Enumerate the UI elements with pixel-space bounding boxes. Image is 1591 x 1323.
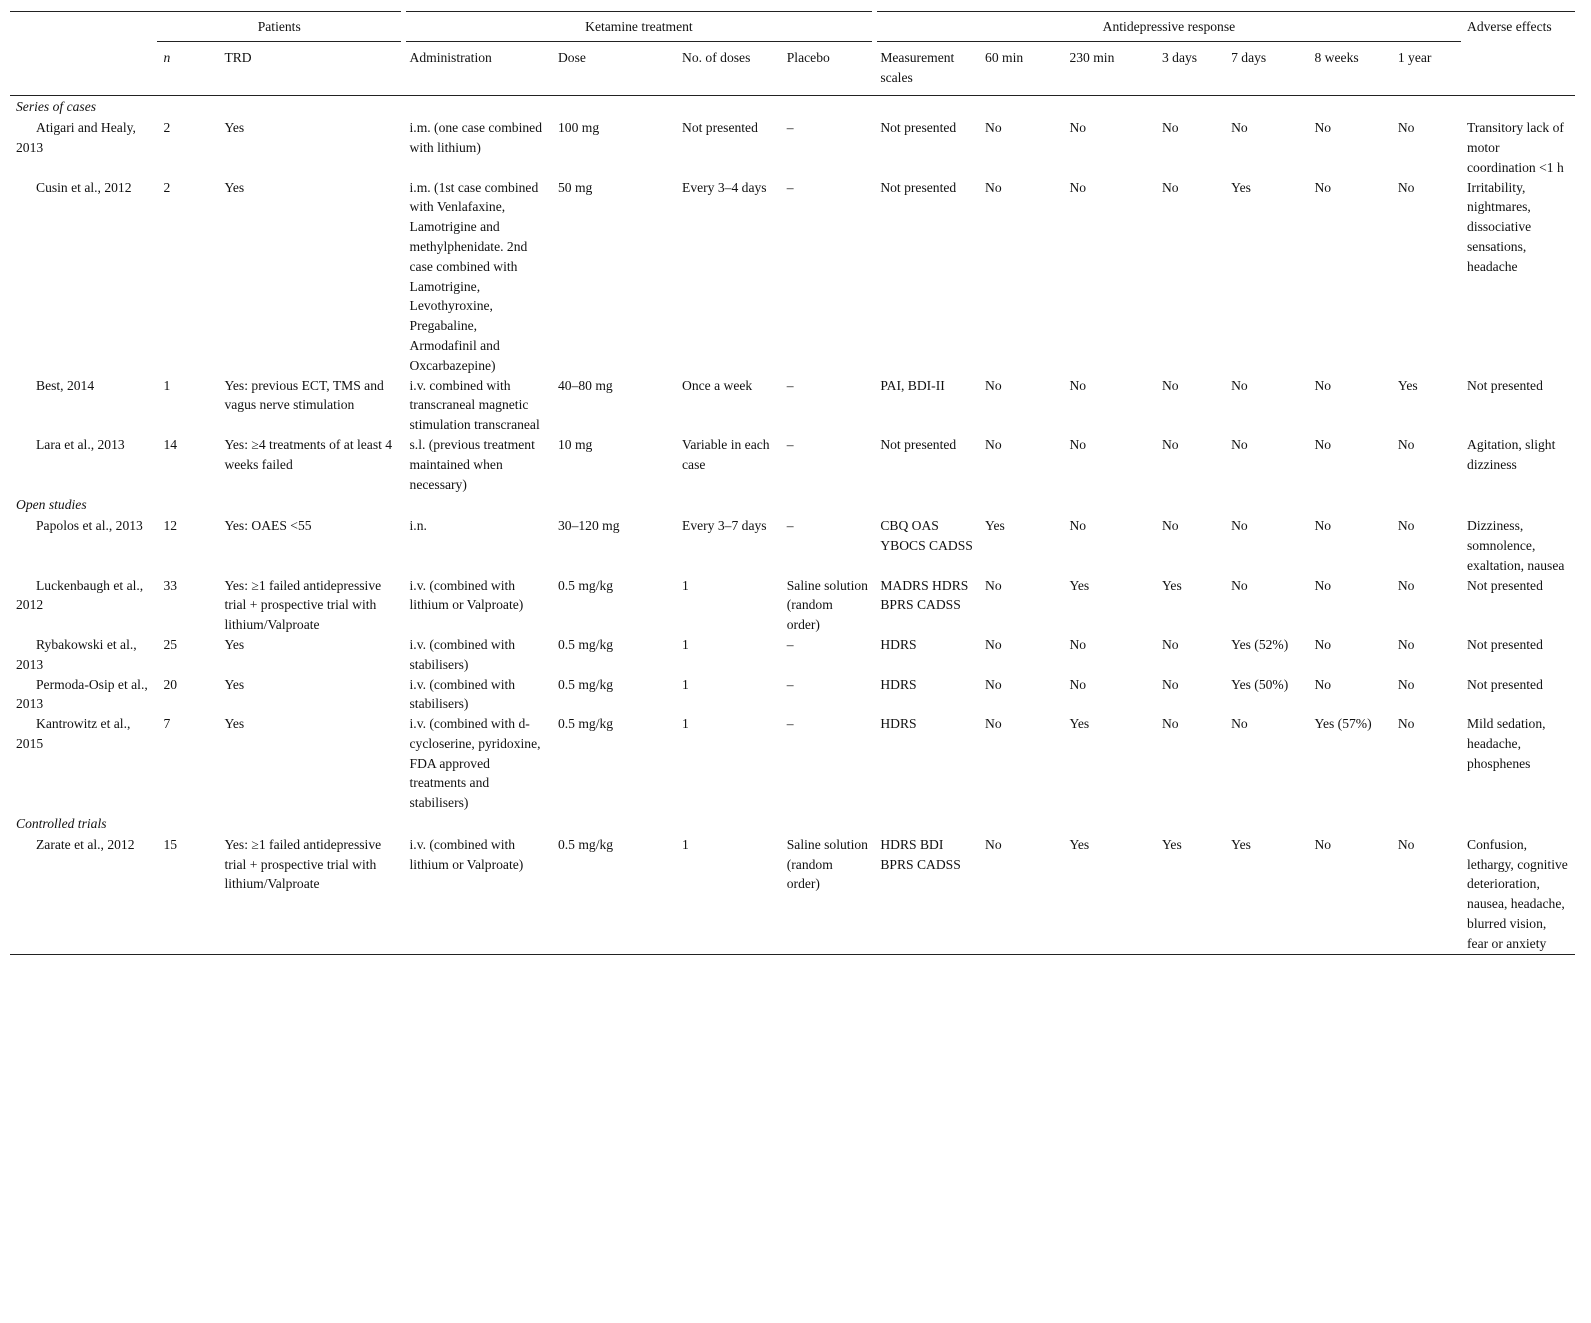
col-study — [10, 41, 157, 96]
adverse-effects-value: Not presented — [1467, 636, 1543, 652]
response-1year: No — [1397, 636, 1415, 652]
section-label: Series of cases — [16, 99, 97, 115]
placebo-value: – — [786, 636, 794, 652]
response-60min: No — [985, 636, 1002, 652]
response-8weeks: No — [1314, 436, 1332, 452]
response-230min: No — [1069, 676, 1087, 692]
n-value: 7 — [163, 716, 171, 732]
placebo-value: – — [786, 518, 794, 534]
n-value: 1 — [163, 377, 171, 393]
response-3days: No — [1161, 636, 1179, 652]
study-name: Luckenbaugh et al., 2012 — [16, 577, 144, 613]
administration-value: i.v. combined with transcraneal magnetic stimulation transcraneal — [409, 377, 540, 433]
scales-value: MADRS HDRS BPRS CADSS — [880, 577, 969, 613]
group-adverse: Adverse effects — [1467, 19, 1552, 34]
response-1year: No — [1397, 716, 1415, 732]
response-230min: No — [1069, 436, 1087, 452]
adverse-effects-value: Mild sedation, headache, phosphenes — [1467, 716, 1546, 771]
section-label: Open studies — [16, 497, 87, 513]
response-1year: No — [1397, 179, 1415, 195]
table-body — [10, 96, 1575, 954]
col-n: n — [163, 49, 171, 65]
table-row — [10, 178, 1575, 376]
dose-value: 0.5 mg/kg — [557, 636, 614, 652]
placebo-value: – — [786, 179, 794, 195]
response-7days: Yes — [1225, 835, 1308, 954]
response-230min: Yes — [1069, 577, 1090, 593]
response-3days: No — [1161, 377, 1179, 393]
col-scales: Measurement scales — [880, 49, 955, 85]
table-row — [10, 635, 1575, 675]
section-row — [10, 494, 1575, 516]
col-trd: TRD — [224, 49, 252, 65]
response-230min: No — [1069, 636, 1087, 652]
dose-value: 10 mg — [557, 436, 593, 452]
study-name: Papolos et al., 2013 — [36, 518, 143, 534]
administration-value: i.v. (combined with stabilisers) — [409, 636, 516, 672]
doses-value: Once a week — [682, 377, 753, 393]
response-230min: No — [1069, 518, 1087, 534]
administration-value: i.m. (1st case combined with Venlafaxine, Lamotrigine and methylphenidate. 2nd case combined with Lamotrigine, Levothyroxine, Pregabaline, Armodafinil and Oxcarbazepine) — [409, 179, 539, 373]
response-1year: No — [1397, 577, 1415, 593]
response-230min: No — [1069, 377, 1087, 393]
col-60min: 60 min — [985, 49, 1024, 65]
response-230min: Yes — [1063, 835, 1156, 954]
trd-value: Yes: ≥4 treatments of at least 4 weeks failed — [224, 436, 393, 472]
doses-value: Every 3–4 days — [682, 179, 767, 195]
doses-value: Every 3–7 days — [682, 518, 767, 534]
response-3days: No — [1161, 676, 1179, 692]
response-8weeks: Yes (57%) — [1314, 716, 1372, 732]
col-7days: 7 days — [1231, 49, 1267, 65]
response-60min: No — [979, 835, 1063, 954]
adverse-effects-value: Agitation, slight dizziness — [1467, 436, 1556, 472]
dose-value: 50 mg — [557, 179, 593, 195]
trd-value: Yes: ≥1 failed antidepressive trial + prospective trial with lithium/Valproate — [218, 835, 403, 954]
response-7days: No — [1231, 518, 1248, 534]
n-value: 14 — [163, 436, 178, 452]
administration-value: i.v. (combined with stabilisers) — [409, 676, 516, 712]
section-row — [10, 813, 1575, 835]
doses-value: 1 — [676, 835, 781, 954]
study-name: Lara et al., 2013 — [36, 436, 125, 452]
response-1year: No — [1397, 676, 1415, 692]
response-8weeks: No — [1314, 636, 1332, 652]
placebo-value: – — [786, 120, 794, 136]
response-230min: Yes — [1069, 716, 1090, 732]
response-3days: No — [1161, 436, 1179, 452]
scales-value: HDRS — [880, 636, 917, 652]
response-3days: No — [1161, 179, 1179, 195]
n-value: 25 — [163, 636, 178, 652]
dose-value: 30–120 mg — [557, 518, 620, 534]
administration-value: i.m. (one case combined with lithium) — [409, 120, 543, 155]
doses-value: Not presented — [682, 120, 758, 136]
response-7days: Yes (52%) — [1231, 636, 1289, 652]
trd-value: Yes: OAES <55 — [224, 518, 312, 534]
response-1year: Yes — [1397, 377, 1418, 393]
dose-value: 0.5 mg/kg — [552, 835, 676, 954]
response-1year: No — [1397, 518, 1415, 534]
scales-value: Not presented — [880, 120, 957, 136]
table-row — [10, 118, 1575, 177]
study-name: Zarate et al., 2012 — [10, 835, 157, 954]
study-name: Best, 2014 — [36, 377, 95, 393]
table-header — [10, 12, 1575, 96]
response-1year: No — [1392, 835, 1461, 954]
col-1year: 1 year — [1397, 49, 1432, 65]
group-response: Antidepressive response — [874, 12, 1461, 42]
response-1year: No — [1397, 120, 1415, 136]
trd-value: Yes — [224, 676, 245, 692]
placebo-value: – — [786, 377, 794, 393]
trd-value: Yes — [224, 120, 245, 136]
trd-value: Yes: previous ECT, TMS and vagus nerve stimulation — [224, 377, 384, 413]
response-7days: No — [1231, 577, 1248, 593]
response-8weeks: No — [1314, 676, 1332, 692]
placebo-value: – — [786, 676, 794, 692]
response-60min: No — [985, 179, 1002, 195]
table-row — [10, 675, 1575, 715]
response-8weeks: No — [1314, 518, 1332, 534]
col-administration: Administration — [409, 49, 492, 65]
placebo-value: Saline solution (random order) — [781, 835, 875, 954]
administration-value: i.n. — [409, 518, 427, 534]
table-row — [10, 516, 1575, 575]
response-7days: Yes — [1231, 179, 1251, 195]
response-3days: No — [1161, 120, 1179, 136]
n-value: 15 — [157, 835, 218, 954]
response-60min: No — [985, 676, 1002, 692]
response-8weeks: No — [1314, 377, 1332, 393]
response-7days: No — [1231, 377, 1248, 393]
col-placebo: Placebo — [786, 49, 830, 65]
section-row — [10, 96, 1575, 118]
placebo-value: – — [786, 436, 794, 452]
response-3days: Yes — [1156, 835, 1225, 954]
n-value: 2 — [163, 179, 171, 195]
doses-value: 1 — [682, 716, 689, 732]
trd-value: Yes — [224, 179, 245, 195]
group-ketamine: Ketamine treatment — [404, 12, 875, 42]
response-3days: No — [1161, 716, 1179, 732]
table-row — [10, 576, 1575, 635]
adverse-effects-value: Dizziness, somnolence, exaltation, nausea — [1467, 518, 1565, 573]
dose-value: 0.5 mg/kg — [557, 676, 614, 692]
doses-value: 1 — [682, 577, 689, 593]
administration-value: i.v. (combined with lithium or Valproate) — [404, 835, 552, 954]
scales-value: CBQ OAS YBOCS CADSS — [880, 518, 973, 553]
adverse-effects-value: Not presented — [1467, 577, 1543, 593]
adverse-effects-value: Irritability, nightmares, dissociative sensations, headache — [1467, 179, 1532, 274]
placebo-value: – — [786, 716, 794, 732]
response-7days: No — [1231, 716, 1248, 732]
table-row — [10, 435, 1575, 494]
study-name: Cusin et al., 2012 — [36, 179, 132, 195]
administration-value: s.l. (previous treatment maintained when necessary) — [409, 436, 535, 492]
response-3days: No — [1161, 518, 1179, 534]
response-60min: No — [985, 377, 1002, 393]
response-60min: No — [985, 436, 1002, 452]
scales-value: HDRS — [880, 716, 917, 732]
dose-value: 0.5 mg/kg — [557, 577, 614, 593]
trd-value: Yes — [224, 636, 245, 652]
study-name: Atigari and Healy, 2013 — [16, 120, 136, 155]
response-7days: No — [1231, 120, 1248, 136]
n-value: 12 — [163, 518, 178, 534]
trd-value: Yes — [224, 716, 245, 732]
placebo-value: Saline solution (random order) — [786, 577, 868, 633]
dose-value: 100 mg — [557, 120, 600, 136]
ketamine-studies-table — [10, 11, 1575, 955]
doses-value: Variable in each case — [682, 436, 770, 472]
adverse-effects-value: Not presented — [1467, 377, 1543, 393]
scales-value: HDRS BDI BPRS CADSS — [874, 835, 979, 954]
response-8weeks: No — [1308, 835, 1391, 954]
n-value: 2 — [163, 120, 171, 136]
col-3days: 3 days — [1161, 49, 1198, 65]
study-name: Permoda-Osip et al., 2013 — [16, 676, 148, 712]
group-patients: Patients — [157, 12, 403, 42]
response-230min: No — [1069, 120, 1087, 136]
scales-value: HDRS — [880, 676, 917, 692]
study-name: Rybakowski et al., 2013 — [16, 636, 137, 672]
col-230min: 230 min — [1069, 49, 1115, 65]
n-value: 20 — [163, 676, 178, 692]
response-60min: No — [985, 577, 1002, 593]
response-230min: No — [1069, 179, 1087, 195]
table-row — [10, 714, 1575, 813]
response-8weeks: No — [1314, 577, 1332, 593]
response-8weeks: No — [1314, 179, 1332, 195]
scales-value: Not presented — [880, 436, 957, 452]
table-row — [10, 835, 1575, 954]
response-60min: Yes — [985, 518, 1005, 534]
section-label: Controlled trials — [16, 816, 107, 832]
administration-value: i.v. (combined with lithium or Valproate) — [409, 577, 524, 613]
response-8weeks: No — [1314, 120, 1332, 136]
trd-value: Yes: ≥1 failed antidepressive trial + prospective trial with lithium/Valproate — [224, 577, 382, 633]
scales-value: PAI, BDI-II — [880, 377, 945, 393]
n-value: 33 — [163, 577, 178, 593]
study-name: Kantrowitz et al., 2015 — [16, 716, 131, 751]
col-dose: Dose — [557, 49, 586, 65]
administration-value: i.v. (combined with d-cycloserine, pyridoxine, FDA approved treatments and stabilisers) — [409, 716, 541, 811]
table-row — [10, 376, 1575, 435]
scales-value: Not presented — [880, 179, 957, 195]
response-60min: No — [985, 120, 1002, 136]
adverse-effects-value: Confusion, lethargy, cognitive deterioration, nausea, headache, blurred vision, fear or anxiety — [1461, 835, 1575, 954]
doses-value: 1 — [682, 636, 689, 652]
dose-value: 40–80 mg — [557, 377, 613, 393]
response-60min: No — [985, 716, 1002, 732]
response-7days: Yes (50%) — [1231, 676, 1289, 692]
adverse-effects-value: Transitory lack of motor coordination <1 h — [1467, 120, 1564, 175]
dose-value: 0.5 mg/kg — [557, 716, 614, 732]
doses-value: 1 — [682, 676, 689, 692]
response-7days: No — [1231, 436, 1248, 452]
header-stub — [10, 12, 157, 42]
adverse-effects-value: Not presented — [1467, 676, 1543, 692]
response-1year: No — [1397, 436, 1415, 452]
col-8weeks: 8 weeks — [1314, 49, 1359, 65]
col-doses: No. of doses — [682, 49, 751, 65]
response-3days: Yes — [1161, 577, 1182, 593]
